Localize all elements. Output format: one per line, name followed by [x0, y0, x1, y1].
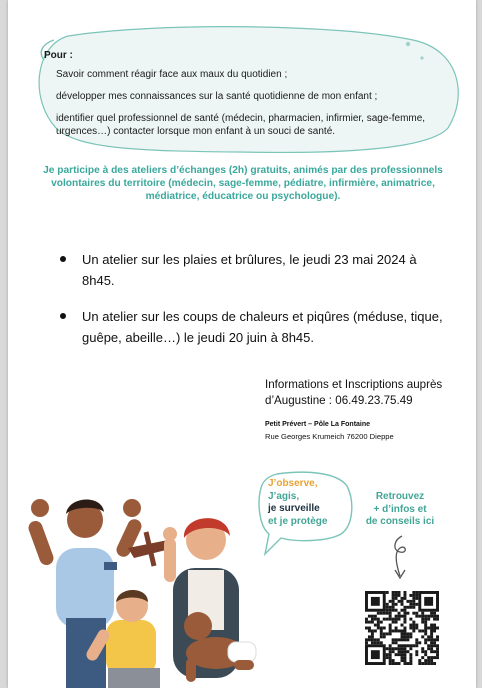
- goal-item: développer mes connaissances sur la santé quotidienne de mon enfant ;: [56, 91, 378, 102]
- more-info-line: + d’infos et: [373, 503, 427, 515]
- callout-line: J’observe,: [268, 478, 318, 489]
- goal-item: identifier quel professionnel de santé (médecin, pharmacien, infirmier, sage-femme, urgences…) contacter lorsque mon enfant à un souci de santé.: [56, 113, 426, 137]
- callout-text: [268, 478, 353, 528]
- intro-block: [44, 50, 444, 147]
- contact-block: [265, 377, 470, 441]
- more-info-text: [360, 491, 440, 529]
- curly-arrow-icon: [386, 534, 416, 582]
- session-item: [48, 249, 448, 291]
- decor-dot: [406, 42, 410, 46]
- sessions-list: [48, 249, 448, 363]
- contact-info: Informations et Inscriptions auprès d’Augustine : 06.49.23.75.49: [265, 378, 443, 407]
- flyer-page: [8, 0, 476, 688]
- more-info-line: Retrouvez: [375, 491, 425, 502]
- callout-line: et je protège: [268, 515, 328, 527]
- session-text: Un atelier sur les plaies et brûlures, le jeudi 23 mai 2024 à 8h45.: [82, 252, 417, 288]
- qr-code[interactable]: [365, 591, 439, 665]
- session-text: Un atelier sur les coups de chaleurs et piqûres (méduse, tique, guêpe, abeille…) le jeudi 20 juin à 8h45.: [82, 309, 443, 345]
- bullet-icon: [60, 256, 66, 262]
- callout-line: J’agis,: [268, 490, 300, 502]
- session-item: [48, 306, 448, 348]
- workshops-description: Je participe à des ateliers d’échanges (2h) gratuits, animés par des professionnels volontaires du territoire (médecin, sage-femme, pédiatre, infirmière, animatrice, médiatrice, éducatrice ou psychologue).: [43, 165, 443, 202]
- intro-label: Pour :: [44, 50, 73, 61]
- more-info-line: de conseils ici: [365, 516, 435, 527]
- bullet-icon: [60, 313, 66, 319]
- venue-name: Petit Prévert – Pôle La Fontaine: [265, 421, 371, 428]
- goal-item: Savoir comment réagir face aux maux du quotidien ;: [56, 69, 288, 80]
- venue-address: Rue Georges Krumeich 76200 Dieppe: [265, 432, 394, 441]
- family-illustration: [28, 478, 268, 688]
- callout-line: je surveille: [268, 503, 320, 514]
